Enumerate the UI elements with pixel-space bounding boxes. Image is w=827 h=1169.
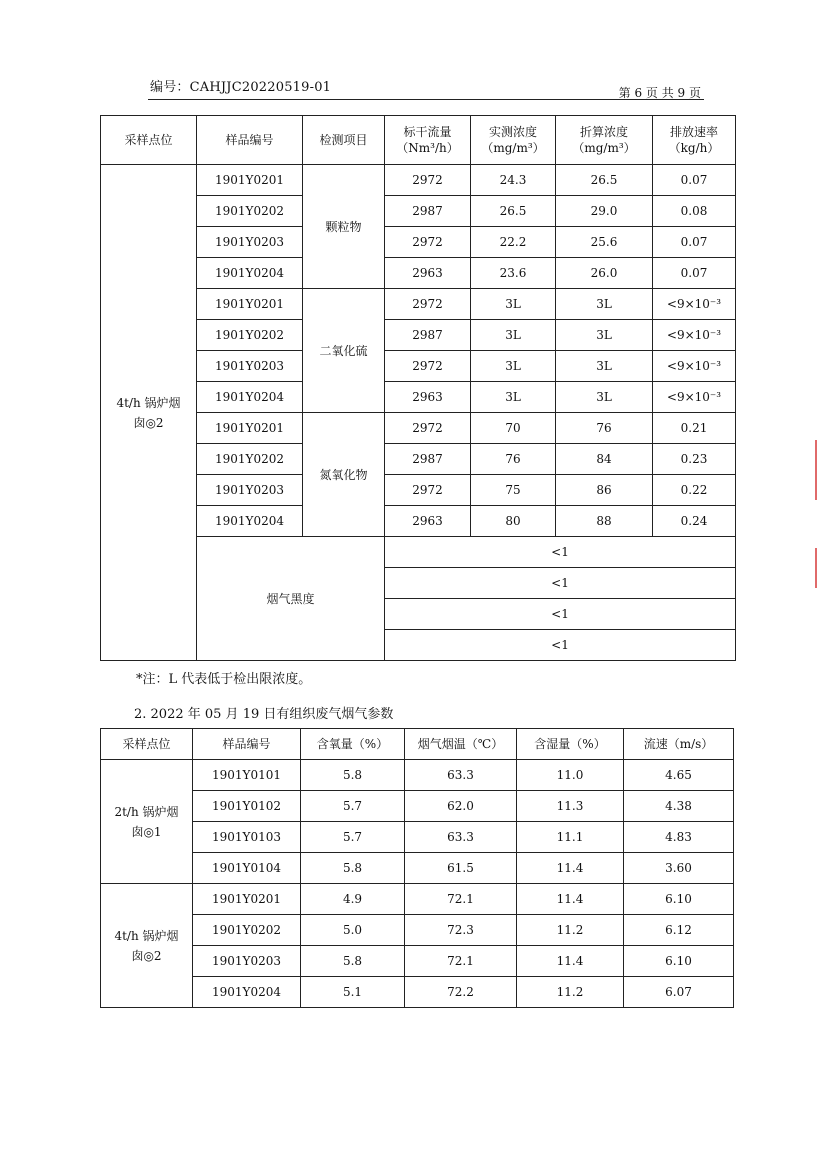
sample-cell: 1901Y0204 <box>197 506 303 537</box>
table-header-row <box>101 116 736 165</box>
table-row <box>101 822 734 853</box>
velocity-cell: 4.65 <box>624 760 734 791</box>
sample-cell: 1901Y0201 <box>193 884 301 915</box>
measured-cell: 23.6 <box>471 258 556 289</box>
sample-cell: 1901Y0204 <box>197 258 303 289</box>
table-row <box>101 884 734 915</box>
moisture-cell: 11.2 <box>517 915 624 946</box>
measured-cell: 70 <box>471 413 556 444</box>
header-rate: 排放速率 （kg/h） <box>653 116 736 165</box>
converted-cell: 26.5 <box>556 165 653 196</box>
converted-cell: 86 <box>556 475 653 506</box>
header-sample: 样品编号 <box>197 116 303 165</box>
velocity-cell: 3.60 <box>624 853 734 884</box>
rate-cell: 0.22 <box>653 475 736 506</box>
table-row <box>101 382 736 413</box>
site-cell: 4t/h 锅炉烟囱◎2 <box>101 884 193 1008</box>
sample-cell: 1901Y0203 <box>197 351 303 382</box>
converted-cell: 84 <box>556 444 653 475</box>
header-divider <box>148 99 704 100</box>
rate-cell: 0.07 <box>653 165 736 196</box>
measured-cell: 3L <box>471 320 556 351</box>
oxygen-cell: 5.0 <box>301 915 405 946</box>
item-cell: 颗粒物 <box>303 165 385 289</box>
sample-cell: 1901Y0202 <box>193 915 301 946</box>
header-site: 采样点位 <box>101 116 197 165</box>
temp-cell: 62.0 <box>405 791 517 822</box>
blackness-row <box>101 537 736 568</box>
rate-cell: <9×10⁻³ <box>653 351 736 382</box>
section-title: 2. 2022 年 05 月 19 日有组织废气烟气参数 <box>134 707 394 722</box>
document-number: 编号：CAHJJC20220519-01 <box>150 80 332 95</box>
sample-cell: 1901Y0201 <box>197 413 303 444</box>
rate-cell: 0.23 <box>653 444 736 475</box>
flow-cell: 2963 <box>385 258 471 289</box>
flow-cell: 2972 <box>385 413 471 444</box>
measured-cell: 3L <box>471 289 556 320</box>
seal-edge-mark <box>815 440 825 500</box>
velocity-cell: 6.10 <box>624 884 734 915</box>
moisture-cell: 11.4 <box>517 884 624 915</box>
moisture-cell: 11.4 <box>517 946 624 977</box>
header-velocity: 流速（m/s） <box>624 729 734 760</box>
table-row <box>101 915 734 946</box>
sample-cell: 1901Y0102 <box>193 791 301 822</box>
table-row <box>101 475 736 506</box>
measured-cell: 75 <box>471 475 556 506</box>
table-row <box>101 227 736 258</box>
flow-cell: 2972 <box>385 289 471 320</box>
header-sample: 样品编号 <box>193 729 301 760</box>
sample-cell: 1901Y0202 <box>197 444 303 475</box>
table-row <box>101 946 734 977</box>
header-converted: 折算浓度 （mg/m³） <box>556 116 653 165</box>
sample-cell: 1901Y0203 <box>193 946 301 977</box>
velocity-cell: 4.83 <box>624 822 734 853</box>
sample-cell: 1901Y0202 <box>197 320 303 351</box>
oxygen-cell: 5.8 <box>301 760 405 791</box>
rate-cell: 0.24 <box>653 506 736 537</box>
blackness-value-cell: <1 <box>385 599 736 630</box>
table-row <box>101 760 734 791</box>
rate-cell: 0.07 <box>653 258 736 289</box>
sample-cell: 1901Y0203 <box>197 227 303 258</box>
seal-edge-mark <box>815 548 825 588</box>
converted-cell: 76 <box>556 413 653 444</box>
converted-cell: 3L <box>556 382 653 413</box>
sample-cell: 1901Y0103 <box>193 822 301 853</box>
velocity-cell: 6.12 <box>624 915 734 946</box>
flow-cell: 2963 <box>385 506 471 537</box>
sample-cell: 1901Y0204 <box>193 977 301 1008</box>
header-temp: 烟气烟温（℃） <box>405 729 517 760</box>
temp-cell: 63.3 <box>405 822 517 853</box>
rate-cell: 0.07 <box>653 227 736 258</box>
header-oxygen: 含氧量（%） <box>301 729 405 760</box>
moisture-cell: 11.2 <box>517 977 624 1008</box>
flow-cell: 2972 <box>385 227 471 258</box>
temp-cell: 61.5 <box>405 853 517 884</box>
table-row <box>101 320 736 351</box>
table-row <box>101 853 734 884</box>
measured-cell: 3L <box>471 382 556 413</box>
header-moisture: 含湿量（%） <box>517 729 624 760</box>
converted-cell: 3L <box>556 320 653 351</box>
moisture-cell: 11.3 <box>517 791 624 822</box>
converted-cell: 3L <box>556 351 653 382</box>
oxygen-cell: 5.7 <box>301 791 405 822</box>
rate-cell: <9×10⁻³ <box>653 320 736 351</box>
oxygen-cell: 5.1 <box>301 977 405 1008</box>
moisture-cell: 11.1 <box>517 822 624 853</box>
sample-cell: 1901Y0203 <box>197 475 303 506</box>
item-cell: 氮氧化物 <box>303 413 385 537</box>
flow-cell: 2987 <box>385 320 471 351</box>
emission-table <box>100 115 736 661</box>
table-row <box>101 413 736 444</box>
oxygen-cell: 5.8 <box>301 853 405 884</box>
measured-cell: 3L <box>471 351 556 382</box>
flow-cell: 2972 <box>385 351 471 382</box>
table-row <box>101 977 734 1008</box>
flow-cell: 2972 <box>385 165 471 196</box>
oxygen-cell: 5.8 <box>301 946 405 977</box>
blackness-value-cell: <1 <box>385 568 736 599</box>
sample-cell: 1901Y0204 <box>197 382 303 413</box>
converted-cell: 88 <box>556 506 653 537</box>
flue-gas-table <box>100 728 734 1008</box>
footnote: *注：L 代表低于检出限浓度。 <box>136 672 312 687</box>
temp-cell: 72.2 <box>405 977 517 1008</box>
converted-cell: 3L <box>556 289 653 320</box>
table-row <box>101 351 736 382</box>
table-row <box>101 791 734 822</box>
velocity-cell: 6.07 <box>624 977 734 1008</box>
measured-cell: 80 <box>471 506 556 537</box>
measured-cell: 24.3 <box>471 165 556 196</box>
sample-cell: 1901Y0202 <box>197 196 303 227</box>
measured-cell: 22.2 <box>471 227 556 258</box>
blackness-value-cell: <1 <box>385 537 736 568</box>
item-cell: 二氧化硫 <box>303 289 385 413</box>
sample-cell: 1901Y0104 <box>193 853 301 884</box>
header-measured: 实测浓度 （mg/m³） <box>471 116 556 165</box>
temp-cell: 72.1 <box>405 884 517 915</box>
table-header-row <box>101 729 734 760</box>
site-cell: 2t/h 锅炉烟囱◎1 <box>101 760 193 884</box>
header-site: 采样点位 <box>101 729 193 760</box>
table-row <box>101 444 736 475</box>
blackness-value-cell: <1 <box>385 630 736 661</box>
header-item: 检测项目 <box>303 116 385 165</box>
page-info: 第 6 页 共 9 页 <box>618 86 701 100</box>
oxygen-cell: 4.9 <box>301 884 405 915</box>
rate-cell: <9×10⁻³ <box>653 289 736 320</box>
flow-cell: 2987 <box>385 444 471 475</box>
table-row <box>101 196 736 227</box>
velocity-cell: 6.10 <box>624 946 734 977</box>
moisture-cell: 11.0 <box>517 760 624 791</box>
sample-cell: 1901Y0201 <box>197 289 303 320</box>
rate-cell: 0.08 <box>653 196 736 227</box>
sample-cell: 1901Y0201 <box>197 165 303 196</box>
oxygen-cell: 5.7 <box>301 822 405 853</box>
converted-cell: 25.6 <box>556 227 653 258</box>
temp-cell: 72.3 <box>405 915 517 946</box>
rate-cell: <9×10⁻³ <box>653 382 736 413</box>
temp-cell: 63.3 <box>405 760 517 791</box>
flow-cell: 2987 <box>385 196 471 227</box>
header-flow: 标干流量 （Nm³/h） <box>385 116 471 165</box>
flow-cell: 2963 <box>385 382 471 413</box>
temp-cell: 72.1 <box>405 946 517 977</box>
table-row <box>101 258 736 289</box>
measured-cell: 26.5 <box>471 196 556 227</box>
velocity-cell: 4.38 <box>624 791 734 822</box>
moisture-cell: 11.4 <box>517 853 624 884</box>
blackness-item-cell: 烟气黑度 <box>197 537 385 661</box>
table-row <box>101 289 736 320</box>
converted-cell: 26.0 <box>556 258 653 289</box>
site-cell: 4t/h 锅炉烟囱◎2 <box>101 165 197 661</box>
sample-cell: 1901Y0101 <box>193 760 301 791</box>
rate-cell: 0.21 <box>653 413 736 444</box>
table-row <box>101 506 736 537</box>
flow-cell: 2972 <box>385 475 471 506</box>
measured-cell: 76 <box>471 444 556 475</box>
converted-cell: 29.0 <box>556 196 653 227</box>
table-row <box>101 165 736 196</box>
